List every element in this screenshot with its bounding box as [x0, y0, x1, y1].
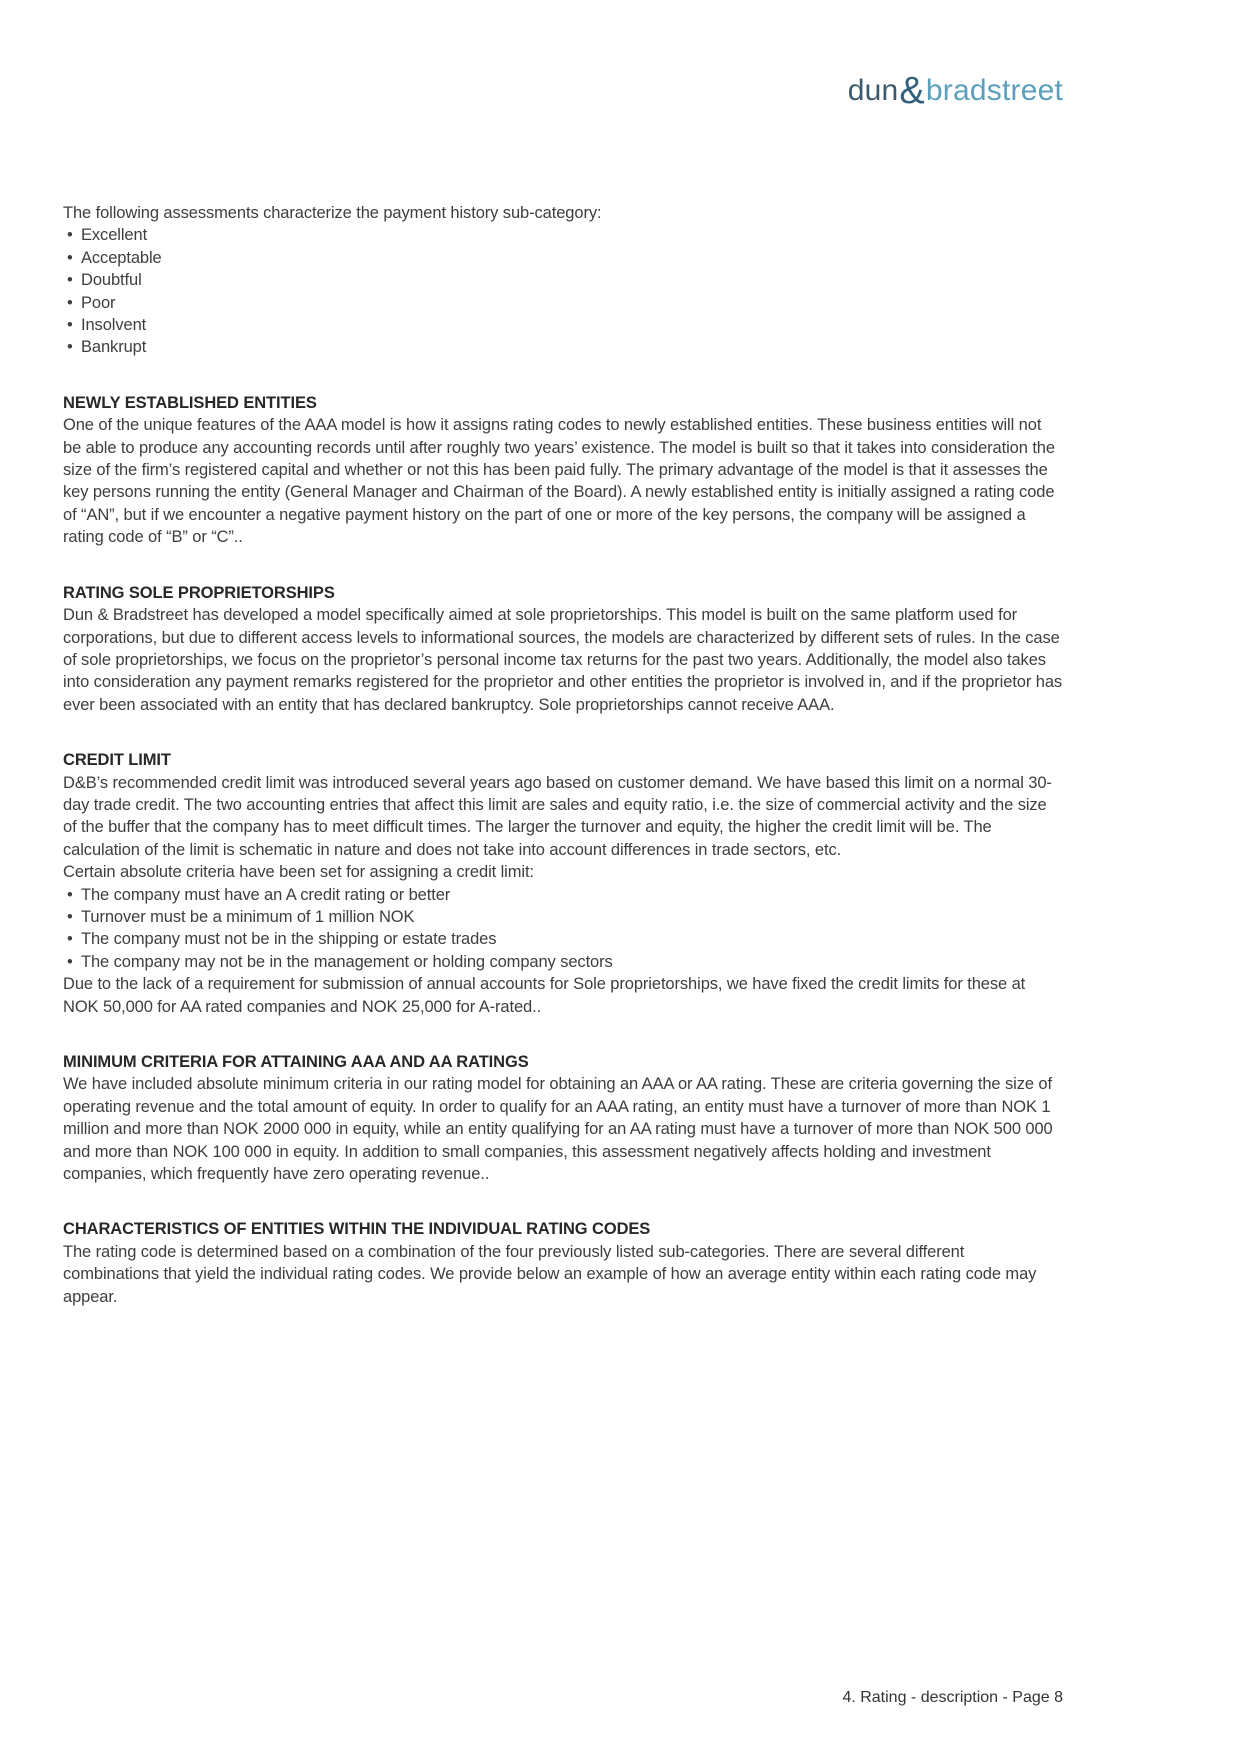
- section-paragraph: Dun & Bradstreet has developed a model specifically aimed at sole proprietorships. This model is built on the same platform used for corporations, but due to different access levels to informational sources, the models are characterized by different sets of rules. In the case of sole proprietorships, we focus on the proprietor’s personal income tax returns for the past two years. Additionally, the model also takes into consideration any payment remarks registered for the proprietor and other entities the proprietor is involved in, and if the proprietor has ever been associated with an entity that has declared bankruptcy. Sole proprietorships cannot receive AAA.: [63, 606, 1063, 714]
- list-item: • Doubtful: [63, 269, 1063, 291]
- page-footer: 4. Rating - description - Page 8: [842, 1689, 1063, 1706]
- list-item: • Acceptable: [63, 247, 1063, 269]
- logo-text-bradstreet: bradstreet: [925, 74, 1063, 107]
- section-heading: RATING SOLE PROPRIETORSHIPS: [63, 583, 335, 602]
- intro-lead: The following assessments characterize the payment history sub-category:: [63, 204, 602, 222]
- section-credit-limit: [63, 749, 1063, 1018]
- list-item: • The company must have an A credit rating or better: [63, 884, 1063, 906]
- section-paragraph: The rating code is determined based on a combination of the four previously listed sub-categories. There are several different combinations that yield the individual rating codes. We provide below an example of how an average entity within each rating code may appear.: [63, 1242, 1037, 1306]
- dun-bradstreet-logo: [847, 70, 1063, 112]
- section-newly-established: [63, 392, 1063, 549]
- content-column: [63, 0, 1063, 1754]
- section-heading: MINIMUM CRITERIA FOR ATTAINING AAA AND AA RATINGS: [63, 1053, 529, 1071]
- list-item: • The company must not be in the shipping or estate trades: [63, 928, 1063, 950]
- section-minimum-criteria: [63, 1051, 1063, 1185]
- list-item: • Excellent: [63, 224, 1063, 246]
- logo-ampersand-icon: &: [899, 70, 925, 112]
- section-characteristics: [63, 1218, 1063, 1308]
- section-sole-proprietorships: [63, 582, 1063, 716]
- section-heading: CHARACTERISTICS OF ENTITIES WITHIN THE INDIVIDUAL RATING CODES: [63, 1220, 651, 1239]
- section-paragraph: D&B’s recommended credit limit was introduced several years ago based on customer demand. We have based this limit on a normal 30-day trade credit. The two accounting entries that affect this limit are sales and equity ratio, i.e. the size of commercial activity and the size of the buffer that the company has to meet difficult times. The larger the turnover and equity, the higher the credit limit will be. The calculation of the limit is schematic in nature and does not take into account differences in trade sectors, etc.: [63, 773, 1052, 859]
- criteria-lead: Certain absolute criteria have been set for assigning a credit limit:: [63, 863, 534, 882]
- section-heading: CREDIT LIMIT: [63, 751, 171, 770]
- payment-history-list: [63, 224, 1063, 358]
- section-paragraph: Due to the lack of a requirement for submission of annual accounts for Sole proprietorships, we have fixed the credit limits for these at NOK 50,000 for AA rated companies and NOK 25,000 for A-rated..: [63, 975, 1026, 1016]
- document-body: [63, 202, 1063, 1308]
- list-item: • The company may not be in the management or holding company sectors: [63, 951, 1063, 973]
- list-item: • Bankrupt: [63, 336, 1063, 358]
- list-item: • Poor: [63, 292, 1063, 314]
- list-item: • Insolvent: [63, 314, 1063, 336]
- section-heading: NEWLY ESTABLISHED ENTITIES: [63, 393, 317, 412]
- section-paragraph: One of the unique features of the AAA model is how it assigns rating codes to newly established entities. These business entities will not be able to produce any accounting records until after roughly two years’ existence. The model is built so that it takes into consideration the size of the firm’s registered capital and whether or not this has been paid fully. The primary advantage of the model is that it assesses the key persons running the entity (General Manager and Chairman of the Board). A newly established entity is initially assigned a rating code of “AN”, but if we encounter a negative payment history on the part of one or more of the key persons, the company will be assigned a rating code of “B” or “C”..: [63, 416, 1055, 547]
- section-paragraph: We have included absolute minimum criteria in our rating model for obtaining an AAA or AA rating. These are criteria governing the size of operating revenue and the total amount of equity. In order to qualify for an AAA rating, an entity must have a turnover of more than NOK 1 million and more than NOK 2000 000 in equity, while an entity qualifying for an AA rating must have a turnover of more than NOK 500 000 and more than NOK 100 000 in equity. In addition to small companies, this assessment negatively affects holding and investment companies, which frequently have zero operating revenue..: [63, 1075, 1053, 1184]
- logo-text-dun: dun: [847, 74, 899, 107]
- credit-criteria-list: [63, 884, 1063, 974]
- list-item: • Turnover must be a minimum of 1 million NOK: [63, 906, 1063, 928]
